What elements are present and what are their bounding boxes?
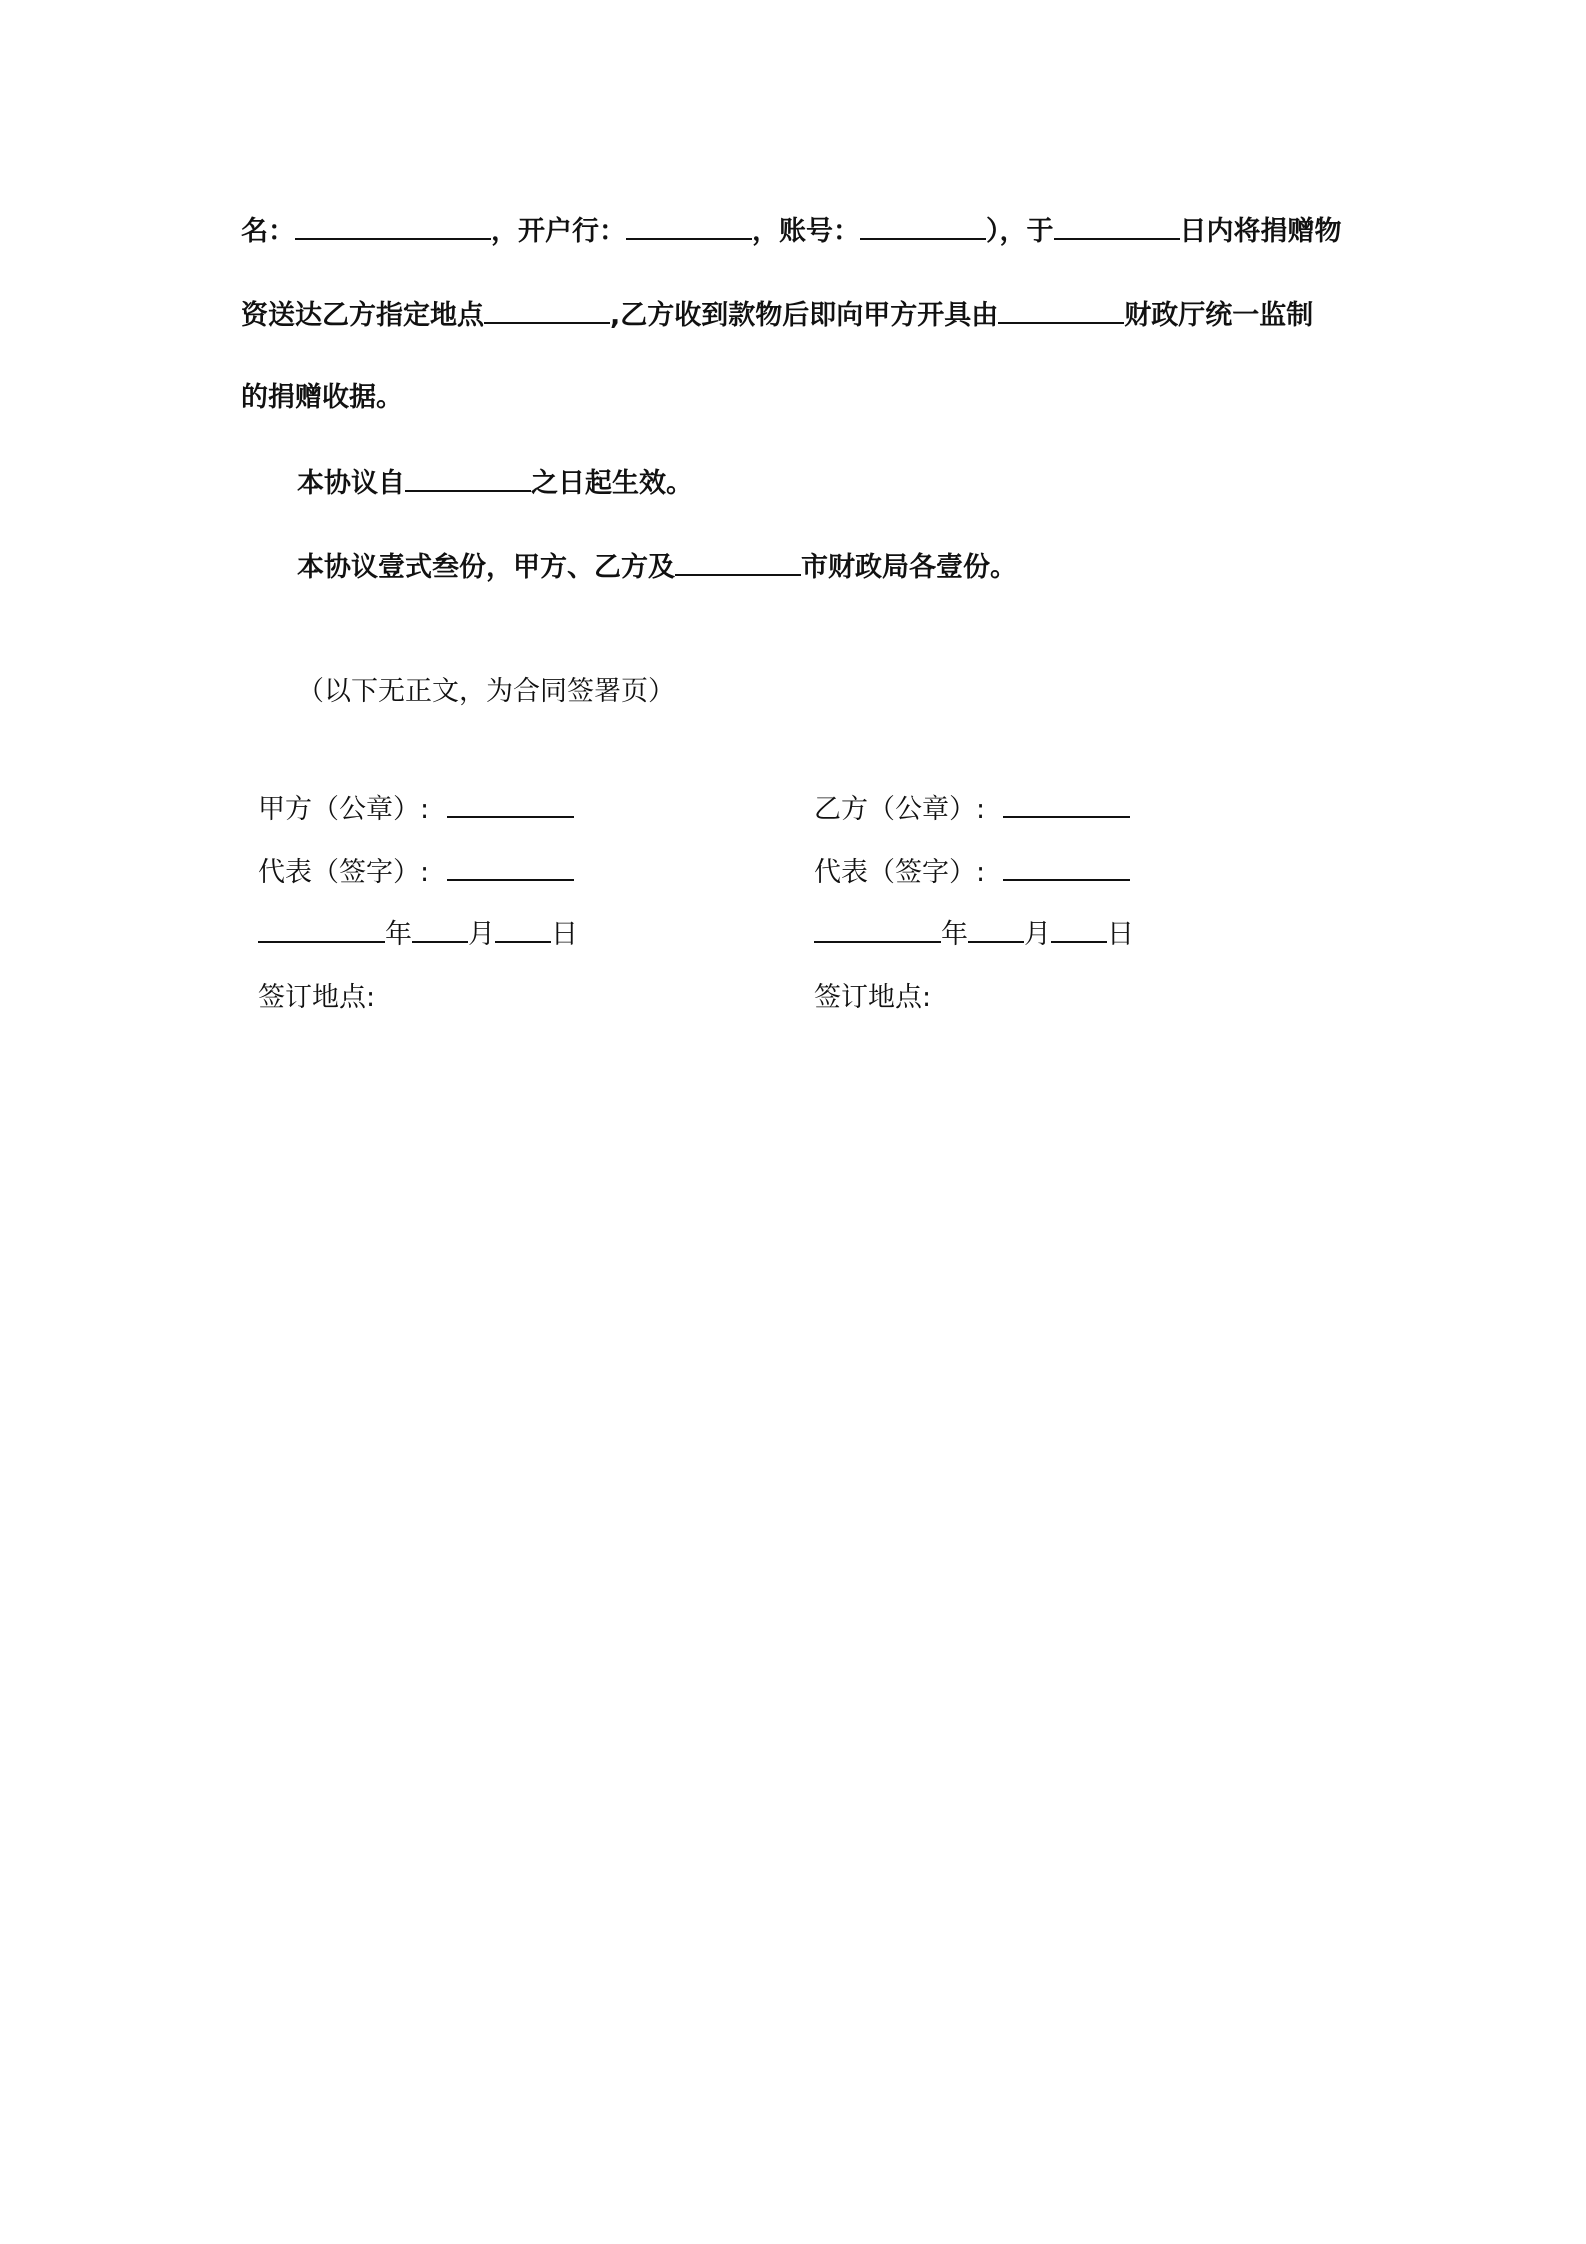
- effective-label: 本协议自: [297, 468, 405, 499]
- party-a-seal-blank[interactable]: [447, 790, 574, 818]
- body-line-1: [241, 210, 1361, 252]
- province-blank[interactable]: [998, 294, 1124, 324]
- bank-label: ，开户行：: [491, 216, 626, 247]
- copies-label: 本协议壹式叁份，甲方、乙方及: [297, 552, 675, 583]
- account-number-blank[interactable]: [860, 210, 986, 240]
- party-b-year-blank[interactable]: [814, 915, 941, 943]
- copies-clause: [297, 546, 1417, 588]
- receipt-text: ,乙方收到款物后即向甲方开具由: [610, 300, 999, 331]
- delivery-text: 日内将捐赠物: [1179, 216, 1342, 247]
- party-b-month-blank[interactable]: [968, 915, 1024, 943]
- delivery-location-label: 资送达乙方指定地点: [241, 300, 484, 331]
- body-line-2: [241, 294, 1361, 336]
- party-a-year-blank[interactable]: [258, 915, 385, 943]
- party-b-date-row: [814, 915, 1134, 955]
- party-a-place-label: 签订地点:: [258, 982, 376, 1013]
- body-line-3: 的捐赠收据。: [241, 382, 403, 413]
- party-a-seal-label: 甲方（公章）:: [258, 794, 430, 825]
- party-a-day-blank[interactable]: [495, 915, 551, 943]
- finance-dept-text: 财政厅统一监制: [1124, 300, 1314, 331]
- party-a-date-row: [258, 915, 578, 955]
- party-a-sign-row: [258, 853, 574, 893]
- account-name-blank[interactable]: [295, 210, 491, 240]
- party-a-sign-blank[interactable]: [447, 853, 574, 881]
- party-b-seal-label: 乙方（公章）:: [814, 794, 986, 825]
- party-b-place-label: 签订地点:: [814, 982, 932, 1013]
- effective-date-blank[interactable]: [405, 462, 531, 492]
- party-b-day-blank[interactable]: [1051, 915, 1107, 943]
- party-a-seal-row: [258, 790, 574, 830]
- party-b-sign-blank[interactable]: [1003, 853, 1130, 881]
- party-b-seal-blank[interactable]: [1003, 790, 1130, 818]
- party-b-seal-row: [814, 790, 1130, 830]
- party-a-month-blank[interactable]: [412, 915, 468, 943]
- days-blank[interactable]: [1054, 210, 1180, 240]
- effective-clause: [297, 462, 1417, 504]
- copies-tail: 市财政局各壹份。: [801, 552, 1017, 583]
- party-a-year-label: 年: [385, 919, 412, 950]
- party-a-day-label: 日: [551, 919, 578, 950]
- party-b-day-label: 日: [1107, 919, 1134, 950]
- effective-tail: 之日起生效。: [531, 468, 693, 499]
- party-b-month-label: 月: [1024, 919, 1051, 950]
- party-a-sign-label: 代表（签字）:: [258, 857, 430, 888]
- delivery-location-blank[interactable]: [484, 294, 610, 324]
- account-name-label: 名：: [241, 216, 295, 247]
- city-blank[interactable]: [675, 546, 801, 576]
- party-b-year-label: 年: [941, 919, 968, 950]
- party-a-month-label: 月: [468, 919, 495, 950]
- party-b-sign-row: [814, 853, 1130, 893]
- no-more-text-note: （以下无正文，为合同签署页）: [297, 676, 675, 707]
- bank-blank[interactable]: [626, 210, 752, 240]
- party-b-sign-label: 代表（签字）:: [814, 857, 986, 888]
- account-number-label: ，账号：: [752, 216, 860, 247]
- within-days-label: ），于: [986, 216, 1054, 247]
